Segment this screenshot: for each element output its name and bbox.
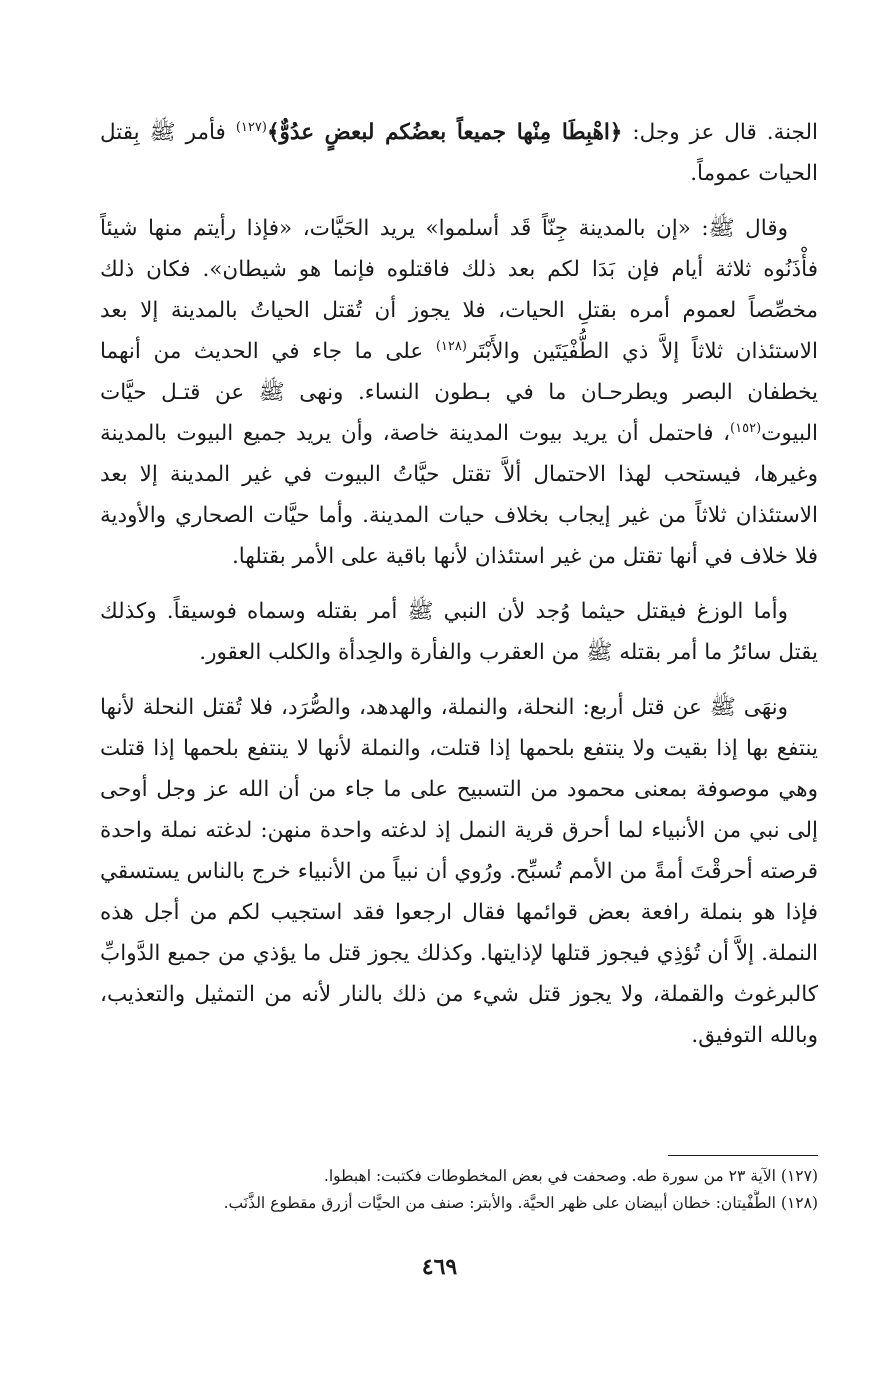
page-number: ٤٦٩ <box>421 1254 458 1280</box>
footnotes <box>100 1163 818 1217</box>
paragraph-3-text: وأما الوزغ فيقتل حيثما وُجد لأن النبي ﷺ أمر بقتله وسماه فوسيقاً. وكذلك يقتل سائرُ ما أمر بقتله ﷺ من العقرب والفأرة والحِدأة والكلب العقور. <box>100 599 818 665</box>
paragraph-1-text-b: فأمر ﷺ بِقتل الحيات عموماً. <box>100 120 818 186</box>
quran-quote: ﴿اهْبِطَا مِنْها جميعاً بعضُكم لبعضٍ عدُوٌّ﴾ <box>266 120 623 145</box>
paragraph-1-text-a: الجنة. قال عز وجل: <box>622 120 819 145</box>
footnote-ref-152: (١٥٢) <box>730 420 762 436</box>
paragraph-1 <box>100 112 818 194</box>
footnote-127: (١٢٧) الآية ٢٣ من سورة طه. وصحفت في بعض المخطوطات فكتبت: اهبطوا. <box>323 1167 818 1185</box>
page-body <box>100 112 818 1070</box>
paragraph-2-text-c: ، فاحتمل أن يريد بيوت المدينة خاصة، وأن يريد جميع البيوت بالمدينة وغيرها، فيستحب لهذا الاحتمال ألاَّ تقتل حيَّاتُ البيوت في غير المدينة إلا بعد الاستئذان ثلاثاً من غير إيجاب بخلاف حيات المدينة. وأما حيَّات الصحاري والأودية فلا خلاف في أنها تقتل من غير استئذان لأنها باقية على الأمر بقتلها. <box>100 421 818 569</box>
paragraph-4 <box>100 687 818 1056</box>
paragraph-4-text: ونهَى ﷺ عن قتل أربع: النحلة، والنملة، والهدهد، والصُّرَد، فلا تُقتل النحلة لأنها ينتفع بها إذا بقيت ولا ينتفع بلحمها إذا قتلت، والنملة لأنها لا ينتفع بلحمها إذا قتلت وهي موصوفة بمعنى محمود من التسبيح على ما جاء من أن الله عز وجل أوحى إلى نبي من الأنبياء لما أحرق قرية النمل إذ لدغته واحدة منهن: لدغته نملة واحدة قرصته أحرقْتَ أمةً من الأمم تُسبِّح. ورُوي أن نبياً من الأنبياء خرج بالناس يستسقي فإذا هو بنملة رافعة بعض قوائمها فقال ارجعوا فقد استجيب لكم من أجل هذه النملة. إلاَّ أن تُؤذِي فيجوز قتلها لإذايتها. وكذلك يجوز قتل ما يؤذي من جميع الدَّوابِّ كالبرغوث والقملة، ولا يجوز قتل شيء من ذلك بالنار لأنه من التمثيل والتعذيب، وبالله التوفيق. <box>100 695 818 1048</box>
paragraph-2-text-a: وقال ﷺ: «إن بالمدينة جِنّاً قَد أسلموا» يريد الحَيَّات، «فإذا رأيتم منها شيئاً فأْذَنُوه ثلاثة أيام فإن بَدَا لكم بعد ذلك فاقتلوه فإنما هو شيطان». فكان ذلك مخصِّصاً لعموم أمره بقتلِ الحيات، فلا يجوز أن تُقتل الحياتُ بالمدينة إلا بعد الاستئذان ثلاثاً إلاَّ ذي الطُّفْيَتَين والأَبْتَر <box>100 216 819 364</box>
footnote-divider <box>668 1155 818 1156</box>
paragraph-3 <box>100 591 818 673</box>
footnote-ref-127: (١٢٧) <box>235 119 267 135</box>
paragraph-2-text-b: على ما جاء في الحديث من أنهما يخطفان البصر ويطرحـان ما في بـطون النساء. ونهى ﷺ عن قتـل حيَّات البيوت <box>100 339 818 446</box>
paragraph-2 <box>100 208 818 577</box>
footnote-128: (١٢٨) الطُّفْيتان: خطان أبيضان على ظهر الحيَّة. والأبتر: صنف من الحيَّات أزرق مقطوع الذَّنَب. <box>223 1194 818 1212</box>
footnote-ref-128: (١٢٨) <box>435 338 467 354</box>
